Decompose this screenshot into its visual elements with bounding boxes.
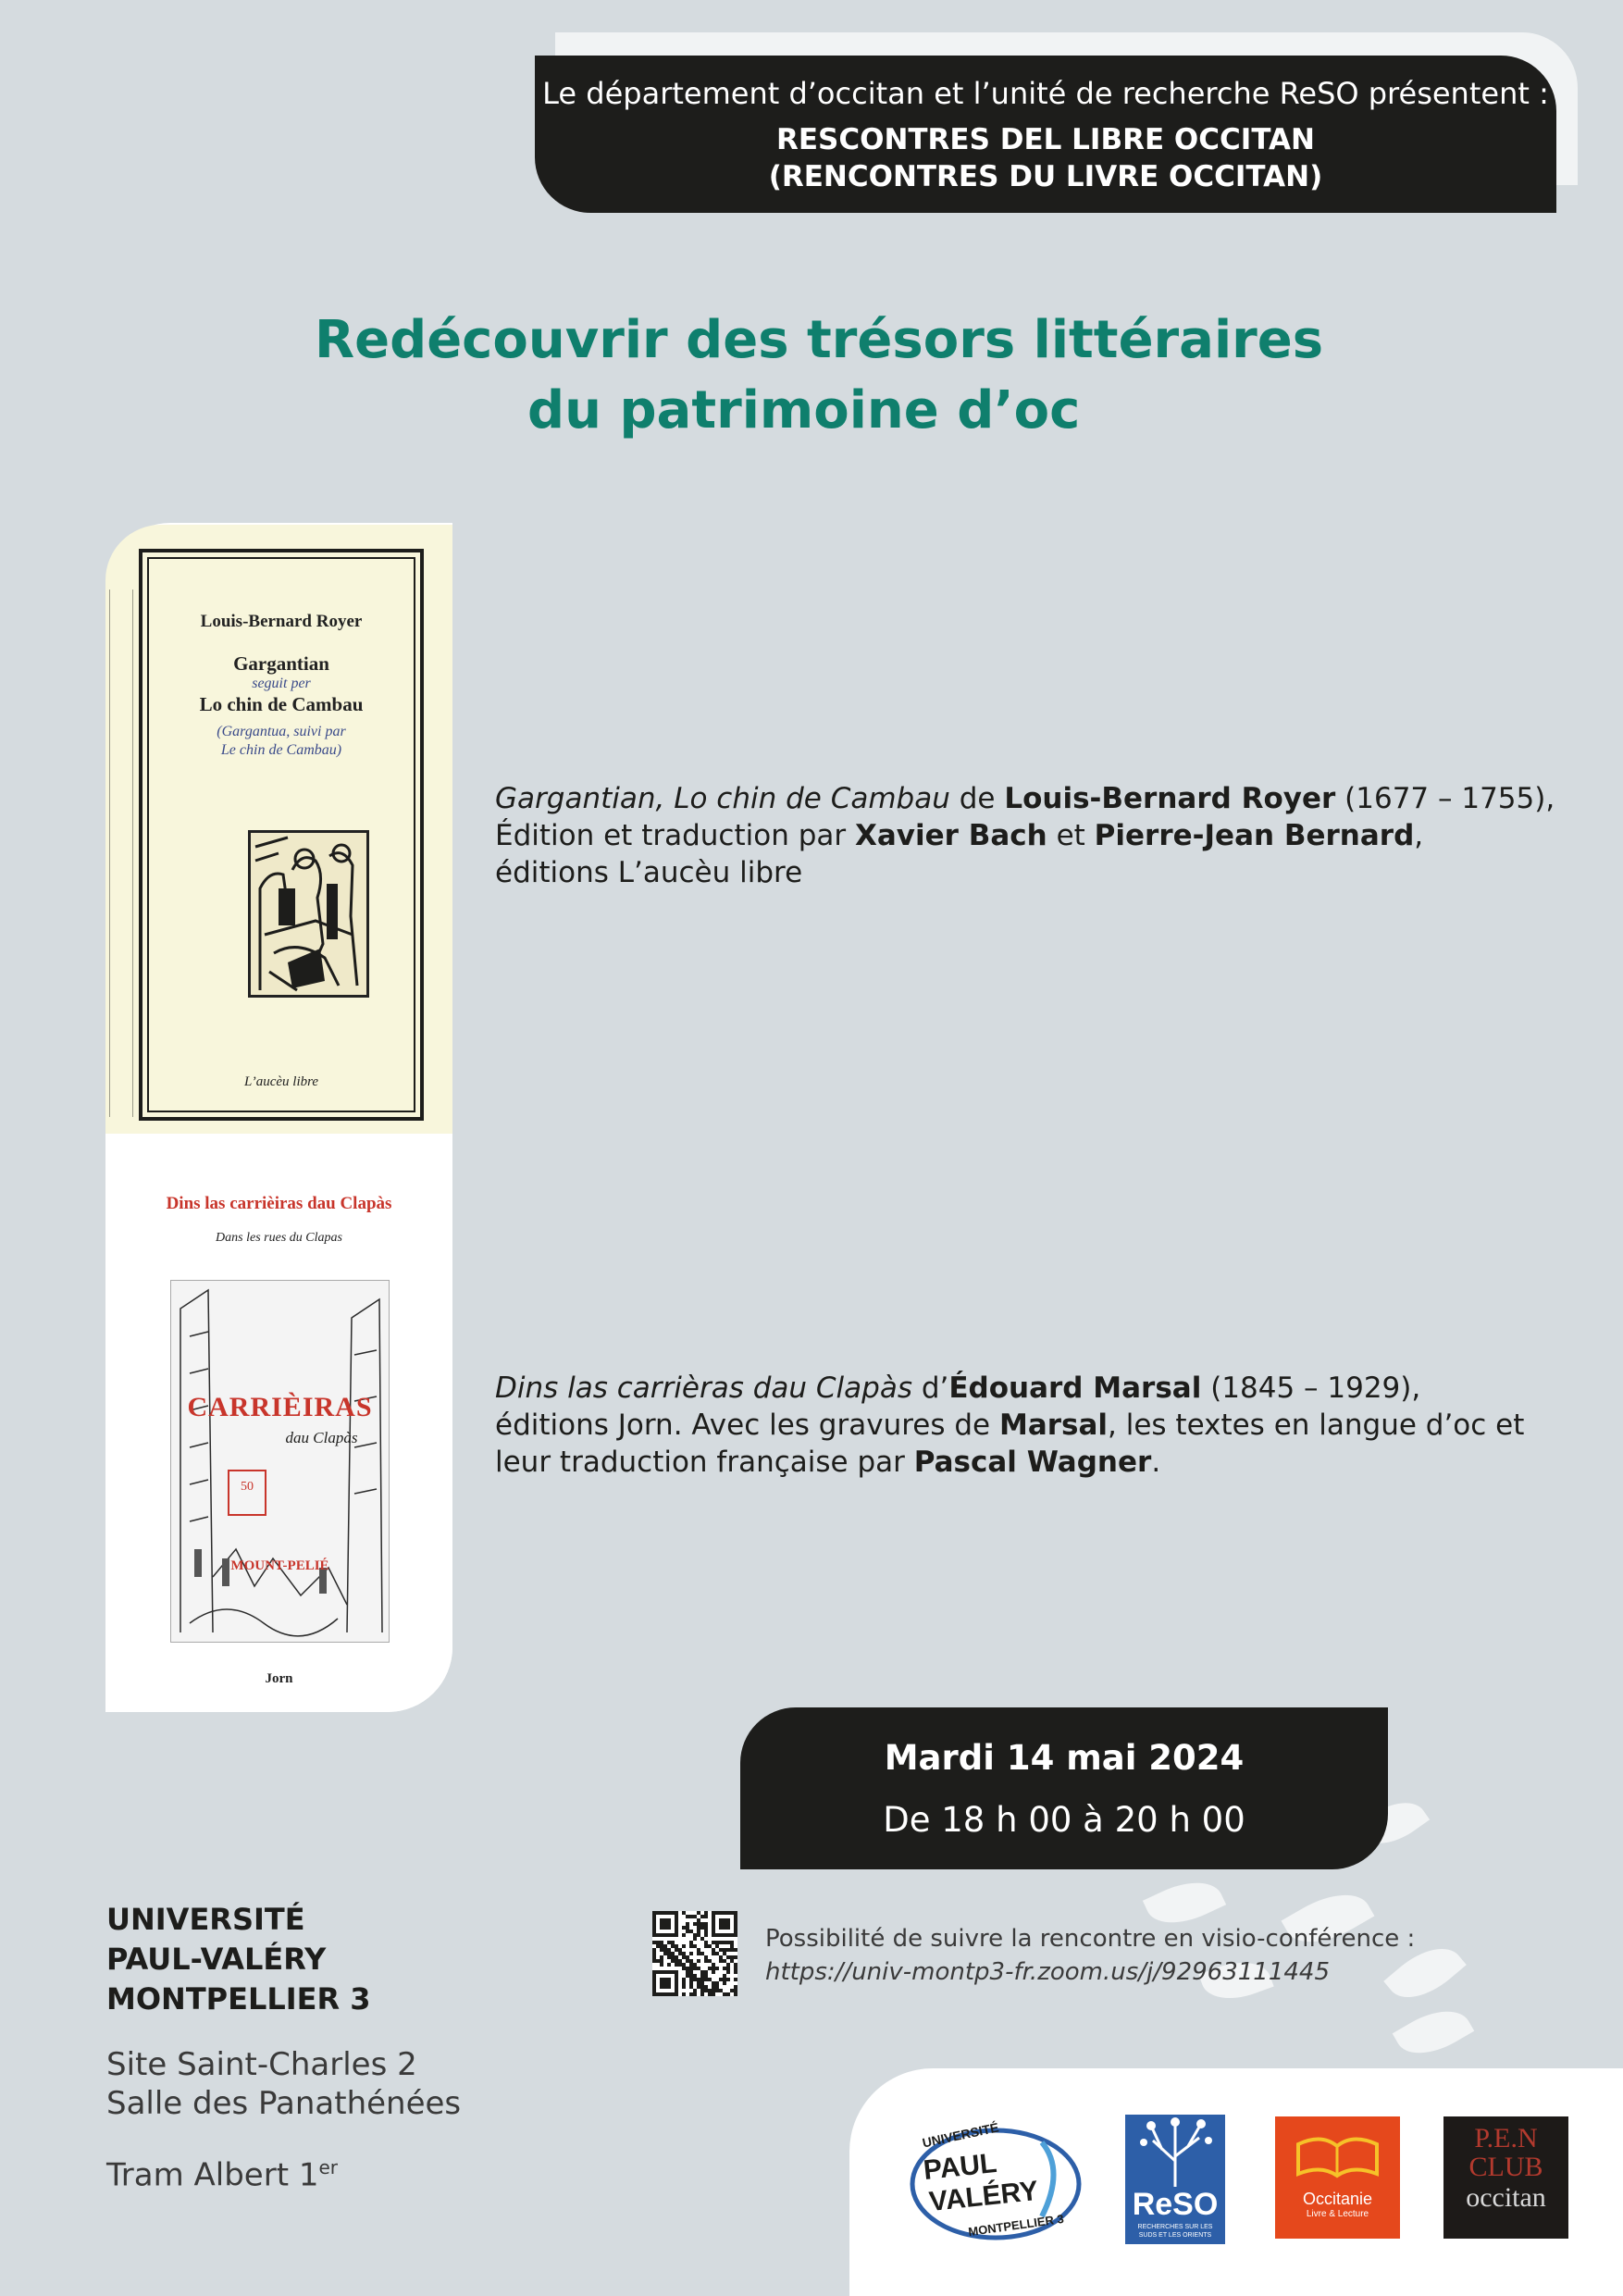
engraving-bottom: MOUNT-PELIÉ <box>230 1558 329 1573</box>
venue-site-name: Site Saint-Charles 2 <box>106 2046 417 2083</box>
tram-stop-sup: er <box>318 2156 338 2178</box>
header-intro: Le département d’occitan et l’unité de recherche ReSO présentent : <box>542 76 1549 111</box>
svg-text:50: 50 <box>241 1480 254 1494</box>
reso-logo-text: ReSO <box>1132 2187 1219 2222</box>
pen-logo-line2: CLUB <box>1468 2152 1543 2182</box>
upv-logo-paul: PAUL <box>922 2147 998 2187</box>
book2-author: Édouard Marsal <box>948 1371 1202 1405</box>
book2-engraver: Marsal <box>998 1409 1109 1442</box>
venue-tram <box>106 2156 338 2193</box>
book2-dates: (1845 – 1929), <box>1201 1371 1421 1405</box>
cover-author: Louis-Bernard Royer <box>200 612 363 631</box>
text: Édition et traduction par <box>495 819 855 852</box>
engraving-subtitle: dau Clapàs <box>285 1429 358 1446</box>
book-spine-lines <box>109 590 133 1117</box>
book1-description <box>495 780 1559 891</box>
header-title-french: (RENCONTRES DU LIVRE OCCITAN) <box>768 160 1323 193</box>
cover-subtitle: seguit per <box>252 676 311 691</box>
text: . <box>1151 1446 1161 1479</box>
text: de <box>949 782 1005 815</box>
qr-code-icon[interactable] <box>652 1911 737 1996</box>
book1-editor1: Xavier Bach <box>854 819 1047 852</box>
tram-stop: Tram Albert 1 <box>106 2156 319 2194</box>
book1-dates: (1677 – 1755), <box>1335 782 1555 815</box>
text: éditions Jorn. Avec les gravures de <box>495 1409 999 1442</box>
main-title-line1: Redécouvrir des trésors littéraires <box>315 310 1324 370</box>
reso-logo <box>1125 2115 1225 2244</box>
pen-logo-line1: P.E.N <box>1474 2123 1538 2153</box>
university-name <box>106 1900 371 2019</box>
book2-description <box>495 1370 1559 1481</box>
visio-info <box>765 1922 1415 1989</box>
university-line3: MONTPELLIER 3 <box>106 1981 371 2017</box>
pen-logo-line3: occitan <box>1466 2182 1546 2213</box>
cover-frame <box>139 549 424 1121</box>
cover-translation-2: Le chin de Cambau) <box>220 742 342 758</box>
book1-publisher: éditions L’aucèu libre <box>495 856 803 889</box>
book1-author: Louis-Bernard Royer <box>1004 782 1336 815</box>
cover-publisher: L’aucèu libre <box>243 1074 319 1089</box>
cover-title: Dins las carrièiras dau Clapàs <box>166 1194 392 1213</box>
occitanie-logo-text: Occitanie <box>1302 2190 1373 2208</box>
header-title-occitan: RESCONTRES DEL LIBRE OCCITAN <box>775 123 1315 156</box>
book1-editor2: Pierre-Jean Bernard <box>1094 819 1415 852</box>
book-cover-gargantian <box>105 525 452 1134</box>
venue-room: Salle des Panathénées <box>106 2085 462 2122</box>
cover-subtitle: Dans les rues du Clapas <box>216 1231 342 1245</box>
leaf-decoration <box>1393 1997 1475 2066</box>
text: leur traduction française par <box>495 1446 914 1479</box>
book2-translator: Pascal Wagner <box>913 1446 1152 1479</box>
upv-logo <box>903 2115 1088 2253</box>
event-datetime <box>740 1707 1388 1869</box>
upv-logo-valery: VALÉRY <box>927 2175 1040 2218</box>
event-date: Mardi 14 mai 2024 <box>884 1738 1245 1778</box>
main-title <box>250 305 1379 446</box>
reso-logo-sub: RECHERCHES SUR LES SUDS ET LES ORIENTS <box>1137 2224 1213 2239</box>
event-time: De 18 h 00 à 20 h 00 <box>883 1800 1245 1840</box>
book-cover-clapas <box>105 1164 452 1712</box>
cover-title: Gargantian <box>233 652 329 675</box>
occitanie-logo-sub: Livre & Lecture <box>1306 2209 1369 2219</box>
book1-title: Gargantian, Lo chin de Cambau <box>495 782 950 815</box>
visio-link[interactable]: https://univ-montp3-fr.zoom.us/j/92963111445 <box>765 1958 1330 1986</box>
engraving-illustration <box>170 1280 390 1643</box>
text: d’ <box>911 1371 949 1405</box>
woodcut-illustration <box>248 830 369 998</box>
visio-text: Possibilité de suivre la rencontre en visio-conférence : <box>765 1925 1416 1953</box>
engraving-title: CARRIÈIRAS <box>187 1392 373 1422</box>
text: et <box>1047 819 1095 852</box>
book2-title: Dins las carrièras dau Clapàs <box>495 1371 912 1405</box>
pen-club-logo <box>1443 2116 1568 2239</box>
upv-logo-top: UNIVERSITÉ <box>921 2119 1000 2151</box>
upv-logo-city: MONTPELLIER 3 <box>967 2211 1065 2240</box>
venue-site <box>106 2045 461 2123</box>
cover-publisher: Jorn <box>265 1671 293 1686</box>
university-line1: UNIVERSITÉ <box>106 1902 305 1937</box>
cover-translation-1: (Gargantua, suivi par <box>217 724 346 739</box>
text: , les textes en langue d’oc et <box>1108 1409 1525 1442</box>
university-line2: PAUL-VALÉRY <box>106 1942 327 1977</box>
partner-logos <box>849 2068 1623 2296</box>
header-banner <box>535 56 1556 213</box>
main-title-line2: du patrimoine d’oc <box>527 380 1081 441</box>
cover-title-2: Lo chin de Cambau <box>199 693 364 715</box>
occitanie-logo <box>1275 2116 1400 2239</box>
text: , <box>1414 819 1424 852</box>
